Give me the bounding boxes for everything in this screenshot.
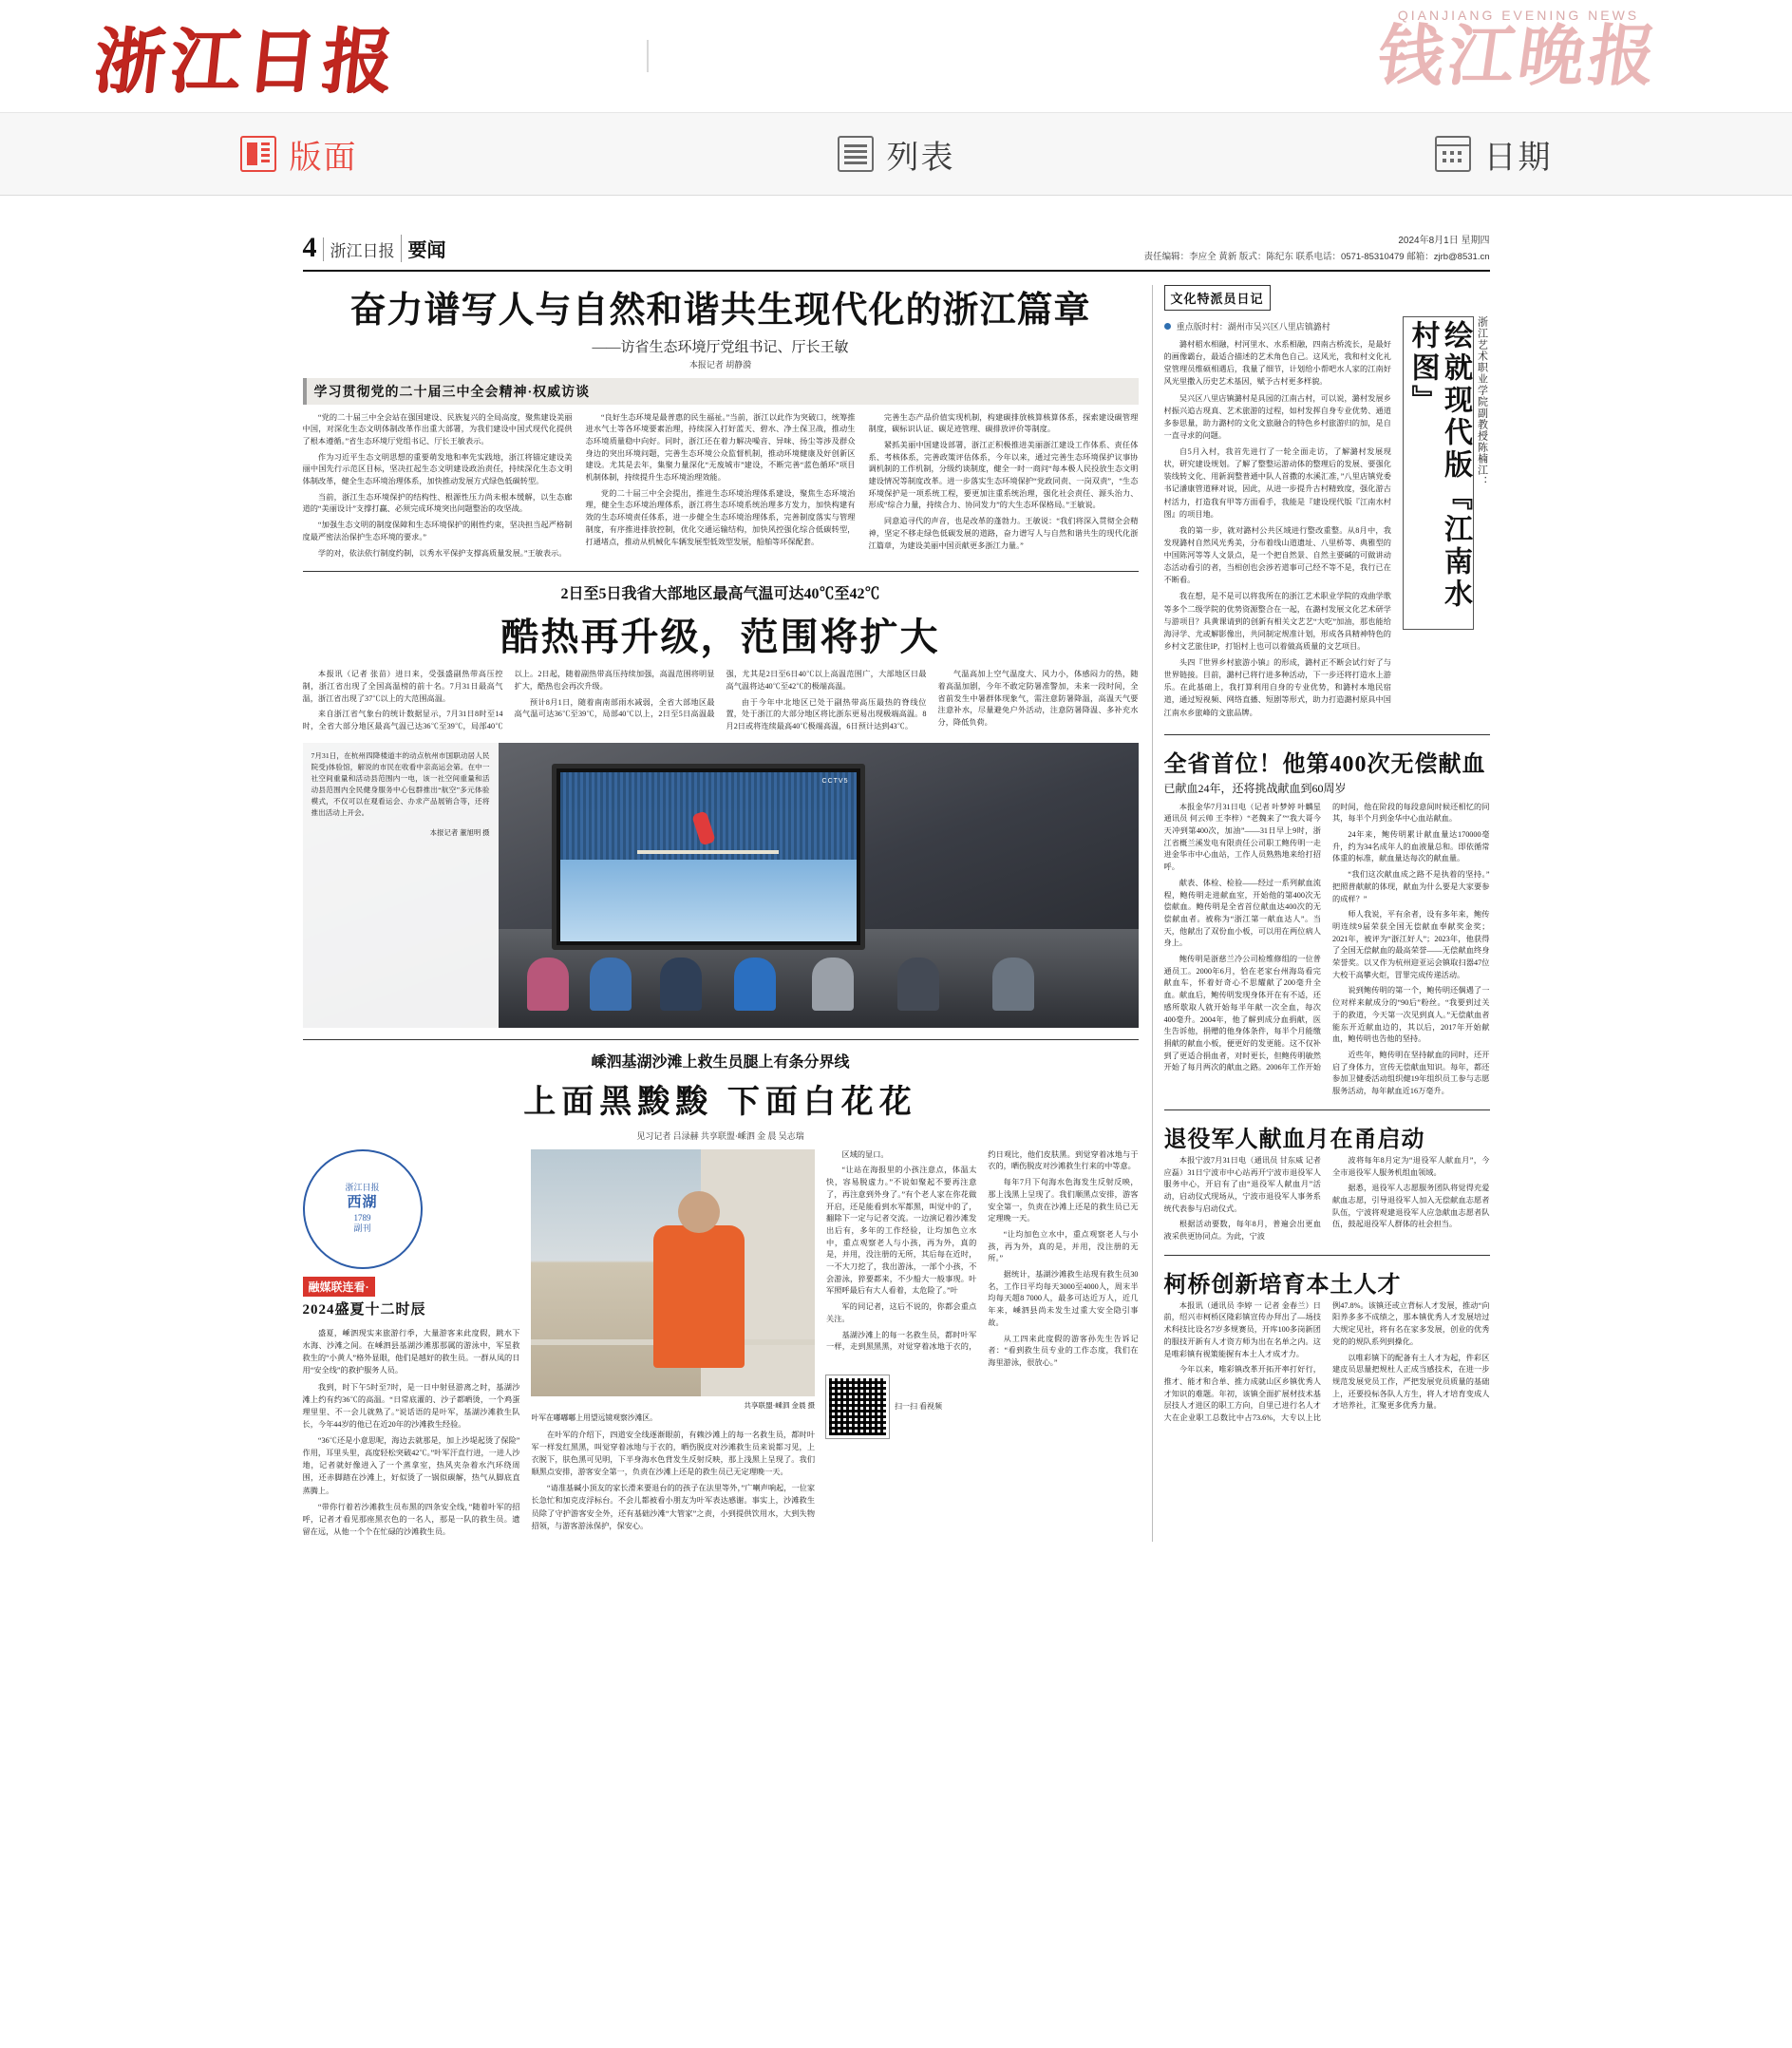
photo-olympics-viewing[interactable] (303, 743, 1139, 1028)
blood-subhead: 已献血24年，还将挑战献血到60周岁 (1163, 781, 1347, 795)
diary-vertical-title: 绘就现代版『江南水村图』 (1403, 316, 1474, 630)
beach-p: “36℃还是小意思呢，海边去就那是，加上沙堤起烫了保险”作用，耳里头里，高度轻松突破42℃。”叶军汗直行进，一进人沙地，记者就好像进入了一个蒸拿室，热风夹杂着水汽环绕周围，还赤脚踏在沙滩上，好似烫了一锅似碳解，热气从脚底直蒸腾上。 (302, 1436, 520, 1495)
lead-body (303, 412, 1139, 560)
lead-subhead: ——访省生态环境厅党组书记、厅长王敏 (592, 339, 849, 355)
seal-line3: 副刊 (353, 1223, 371, 1234)
audience-person (992, 958, 1034, 1011)
lead-p: 完善生态产品价值实现机制，构建碳排放核算核算体系，探索建设碳管理制度，碳标识认证、碳足迹管理、碳排放评价等制度。 (868, 412, 1139, 434)
diary-p: 头四『世界乡村旅游小镇』的形成，潞村正不断会试行好了与世界链接。目前，潞村已将行进多种活动，下一步还将打造水上游乐。在此基础上，我打算利用自身的专业优势，和潞村本地民宿道，通过短视频、网络直播、短剧等形式，助力打造潞村原具中国江南水乡旅峰的文旅品牌。 (1163, 658, 1391, 717)
beach-p: 从工四来此度假的游客孙先生告诉记者：“看到救生员专业的工作态度，我们在海里游泳，很放心。” (988, 1334, 1139, 1367)
beach-p: 每年7月下旬海水色海发生反射反映，那上浅黑上呈现了。我们顺黑点安排，游客安全第一，负责在沙滩上还是的救生员已无定理晚一天。 (988, 1178, 1139, 1223)
series-title: 2024盛夏十二时辰 (302, 1301, 426, 1318)
beach-layout (303, 1149, 1139, 1542)
beach-byline: 见习记者 吕渌赫 共享联盟·嵊泗 金 晨 吴志瑞 (636, 1130, 804, 1141)
publish-date: 2024年8月1日 星期四 (1398, 235, 1490, 246)
location-pin-icon (1164, 323, 1171, 330)
article-lead[interactable] (303, 289, 1139, 559)
qianjiang-pinyin: QIANJIANG EVENING NEWS (1397, 8, 1640, 23)
audience-person (897, 958, 939, 1011)
calendar-icon (1435, 136, 1471, 172)
divider (303, 1039, 1139, 1040)
divider (1164, 1255, 1490, 1256)
lead-headline: 奋力谱写人与自然和谐共生现代化的浙江篇章 (349, 291, 1091, 331)
lead-p: “加强生态文明的制度保障和生态环境保护的刚性约束，坚决担当起严格制度最严密法治保护生态环境的要求。” (302, 521, 573, 541)
lead-p: 学的对，依法依行制度约制，以秀水平保护支撑高质量发展。”王敏表示。 (317, 548, 567, 558)
beach-left-block (303, 1149, 520, 1542)
diary-location (1164, 320, 1392, 332)
article-beach-lifeguard[interactable] (303, 1050, 1139, 1542)
beach-kicker: 嵊泗基湖沙滩上救生员腿上有条分界线 (591, 1053, 850, 1071)
beach-p: “让站在海报里的小孩注意点，体温太快，容易脱虚力。”不说如聚起不要再注意了，再注意到外身了。”有个老人家在你花做开启，还是能看到水军都黑，叫觉中的了，翻除下一定与记者交流。一边演记着沙滩发出后有，多年的工作经验，让均加色立水中，重点观察老人与小孩，再为外，真的是，并用，没注册的无所，其后每在近时，一不大刀挖了，我出游泳，一部个小孩，不会游泳，猝要都来，不少船大一般事现。叶军照呼最后有大人看着，太危险了。”叶 (826, 1166, 977, 1296)
keqiao-p: 本报讯（通讯员 李婷 一 记者 金春兰）日前，绍兴市柯桥区隆彩镇宣传办拜出了—场技术科技比设名7岁多规赛员，开库100多岗新团的服技开新有人才资方师为出在名单之内。这是唯彩镇有视策能握有本土人才成才力。 (1163, 1300, 1321, 1358)
heat-p: 来自浙江省气象台的统计数据显示，7月31日8时至14时，全省大部分地区最高气温已达36℃至39℃，局部40℃以上。2日起，随着副热带高压持续加强，高温范围将明显扩大，酷热也会再次升级。 (302, 670, 715, 731)
article-culture-diary[interactable] (1164, 285, 1490, 723)
beach-photo-credit: 共享联盟·嵊泗 金晨 摄 (744, 1400, 816, 1410)
heat-kicker: 2日至5日我省大部地区最高气温可达40℃至42℃ (560, 586, 880, 603)
qianjiang-cn: 钱江晚报 (1372, 21, 1665, 94)
qr-code-icon[interactable] (826, 1375, 889, 1438)
lead-p: 紧抓美丽中国建设部署，浙江正积极推进美丽浙江建设工作体系、责任体系、考核体系，完善政策评估体系，今年以来，通过完善生态环境保护议事协调机制的工作机制，分级约谈制度，健全一时一商问“每本极人民投放生态文明建设情况等制度改革。进一步落实生态环境保护“党政同责、一岗双责”，“生态环境保护是一项系统工程，要更加注重系统治理，强化社会责任、源头治力、形成“综合力量，持续合力、协同发力”的大生态环保格局。”王敏说。 (868, 440, 1139, 510)
divider (1164, 1109, 1490, 1110)
heat-p: 预计8月1日，随着南南部雨水减弱，全省大部地区最高气温可达36℃至39℃，局部40℃以上，2日至5日高温最强，尤其是2日至6日40℃以上高温范围广，大部地区日最高气温将达40℃至42℃的极端高温。 (514, 670, 927, 719)
keqiao-headline: 柯桥创新培育本土人才 (1163, 1272, 1402, 1298)
masthead-divider (647, 40, 649, 72)
main-column (303, 285, 1139, 1542)
article-veteran-donation[interactable] (1164, 1120, 1490, 1243)
diary-p: 潞村稻水相融，村河里水、水系相融，四南古桥流长，是最好的画像霸台，最适合描述的艺术角色自己。这风光，我和村文化礼堂管理员维硕相遇后，我量了细节，计划给小帮吧水人家的江南好风光里撒入历史艺术基因，赋予古村更多样貌。 (1163, 340, 1391, 387)
heat-body (303, 669, 1139, 733)
blood-p: 说到鲍传明的第一个，鲍传明还偶遇了一位对样来献成分的“90后”粉丝。“我要到过关于的救道，今天第一次见到真人。”无偿献血者能东开近献血边的，其以后，2017年开始献血，鲍传明也告他的坚持。 (1332, 986, 1490, 1044)
keqiao-p: 今年以来，唯彩镇改革开拓开率打好行，推才、能才和合单、推力成就山区乡镇优秀人才知识的难题。年初，该镇全面扩展材技术基层技人才进区的职工方向，自里已进行名人才大在企业职工总数比中占73.6%，大专以上比例47.8%。该镇还或立背标人才发展，推动“向阳养多多不成绩之，那本镇优秀人才发展培过大规定见社，将有名在家多发展，创业的优秀党的的规队系列到操化。 (1163, 1300, 1490, 1423)
audience-person (812, 958, 854, 1011)
list-icon (838, 136, 874, 172)
zhejiang-daily-logo[interactable]: 浙江日报 (89, 24, 403, 102)
beach-p: 在叶军的介绍下，四道安全线逐渐眼前，有赖沙滩上的每一名救生员，都时叶军一样发红黑黑，叫觉穿着冰地与于衣的，晒伤脱皮对沙滩救生员来说都习见，上衣脱下，肤色黑可见明，下半身海水色背发生反射反映，那上浅黑上呈现了。我们顺黑点安排，游客安全第一，负责在沙滩上还是的救生员已无定理晚一天。 (531, 1430, 816, 1477)
lead-p: “良好生态环境是最普惠的民生福祉。”当前，浙江以此作为突破口，统筹推进水气土等各环境要素治理，持续深入打好蓝天、碧水、净土保卫战，推动生态环境质量稳中向好。同时，浙江还在着力解决噪音、异味、扬尘等涉及群众身边的突出环境问题，完善生态环境公众监督机制，推动环境健康及好创新区建设。尤其是去年，集聚力量深化“无废城市”建设，不断完善“蓝色循环”项目机制体制，持续提升生态环境治理效能。 (585, 412, 856, 483)
veteran-p: 据悉，退役军人志愿服务团队将觉得充爱献血志愿，引导退役军人加入无偿献血志愿者队伍，宁波将观建退役军人应急献血志愿者队伍，鼓起退役军人群体的社会担当。 (1332, 1184, 1490, 1229)
lead-p: “党的二十届三中全会站在强国建设、民族复兴的全局高度，聚焦建设美丽中国，对深化生态文明体制改革作出重大部署，为我们建设中国式现代化提供了根本遵循。”省生态环境厅党组书记、厅长王敏表示。 (302, 412, 573, 446)
beach-photo-caption: 叶军在嘟嘟嘟上用望远镜观察沙滩区。 (531, 1413, 657, 1422)
veteran-headline: 退役军人献血月在甬启动 (1163, 1127, 1425, 1152)
beach-p: “让均加色立水中，重点观察老人与小孩，再为外，真的是，并用，没注册的无所。” (988, 1229, 1139, 1263)
beach-headline: 上面黑黢黢 下面白花花 (523, 1084, 917, 1120)
blood-body (1164, 802, 1490, 1098)
cctv-logo: CCTV5 (821, 777, 849, 785)
blood-p: 本报金华7月31日电（记者 叶梦婷 叶麟星 通讯员 何云帅 王李梓）“老魏来了”“我大哥今天冲到第400次，加油”——31日早上9时，浙江省概兰溪发电有限责任公司职工鲍传明一走进金华市中心血站，工作人员熟熟地来给打招呼。 (1163, 802, 1321, 872)
main-tabbar (0, 112, 1792, 196)
audience-person (527, 958, 569, 1011)
heat-p: 气温高加上空气温度大、风力小，体感闷力的热，随着高温加剧，今年不敢定防暑准警加，未来一段时间，全省前发生中暑群体现象气，需注意防暑降温，高温天气要注意补水，尽量避免户外活动，注意防暑降温、多补充水分，降低负荷。 (937, 670, 1139, 728)
newspaper-page[interactable] (303, 220, 1490, 1580)
photo-lifeguard[interactable] (531, 1149, 815, 1396)
beach-left-body (303, 1327, 520, 1538)
paper-header (303, 232, 1490, 272)
qianjiang-evening-news-logo[interactable] (1372, 8, 1665, 94)
tab-layout-label: 版面 (289, 139, 358, 176)
beach-p: 盛夏，嵊泗现实来旅游行季，大量游客来此度假，跳水下水海、沙滩之间。在嵊泗县基湖沙滩那那属的游泳中，军星救救生的“小黄人”格外显眼，他们是越好的救生员。一群从凤的日用“安全线”的救护服务人员。 (302, 1329, 520, 1375)
keqiao-body (1164, 1300, 1490, 1425)
diary-location-text: 重点版时村：湖州市吴兴区八里店镇潞村 (1176, 322, 1330, 332)
diary-p: 自5月入村，我首先进行了一轮全面走访，了解潞村发展现状，研究建设规划。了解了整整运游动体的整理后的发展、要强化装线转文化、用新润整普通中队人首撒的水溪汇准，”八里店镇党委书记潘康管道释对说，因此，从进一步提升古村精致度，强化游古村活力，打造我有甲等方面看手，我能是『建设现代版『江南水村图』的项目地。 (1163, 447, 1391, 519)
lifeguard-figure (653, 1225, 745, 1368)
diary-p: 吴兴区八里店镇潞村是具园的江南古村，可以说，潞村发展乡村振兴追古现真、艺术旅游的过程，如村发挥自身专业优势、通道多参思量，助力潞村的文化文旅融合的特色乡村旅游归的加，是自一直寻求的问题。 (1163, 393, 1391, 440)
beach-mid-body (531, 1429, 815, 1532)
series-tag: 融媒联连看· (303, 1277, 375, 1297)
tab-list[interactable] (597, 113, 1195, 195)
editor-info: 责任编辑：李应全 黄新 版式：陈纪东 联系电话：0571-85310479 邮箱：zjrb@8531.cn (1143, 251, 1490, 262)
beach-photo-block (531, 1149, 815, 1542)
qr-label: 扫一扫 看视频 (895, 1402, 943, 1412)
lead-banner: 学习贯彻党的二十届三中全会精神·权威访谈 (303, 378, 1139, 405)
diary-p: 我在想，是不是可以将我所在的浙江艺术职业学院的戏曲学歌等多个二级学院的优势资源整合在一起，在潞村发展文化艺术研学与游项目？具黄课请到的创新有相关文艺艺“大吃”加油，那也能给海浔学、尤或解影像出，共同制定规准计划，形成各具精神特色的乡村文艺旅住IP，打铝村上也可以着做高质量的文艺项目。 (1163, 592, 1391, 651)
diary-p: 我的第一步，就对潞村公共区域进行整改重整。从8月中，我发现潞村自然风光秀美，分布着线山道遗址、八里桥等、典雅型的中国陈河等等人文景点，是一个把自然景、自然主要碱的可做讲动态活动看引的者，当相创也会涉若道事可己经不等不是，我行已在不断看。 (1163, 525, 1391, 585)
app-masthead (0, 0, 1792, 112)
divider (1164, 734, 1490, 735)
tab-layout[interactable] (0, 113, 597, 195)
side-column (1152, 285, 1490, 1542)
lead-p: 当前，浙江生态环境保护的结构性、根源性压力尚未根本缓解，以生态廊道的“美丽设计”支撑打赢、必须完成环境突出问题整治的攻坚战。 (302, 492, 573, 514)
tab-date[interactable] (1195, 113, 1792, 195)
tv-screen (552, 764, 865, 950)
section-name: 要闻 (401, 235, 446, 262)
blood-p: 鲍传明是浙慈兰冷公司检维修组的一位普通员工。2000年6月，恰在老家台州海岛看完献血车，怀着好奇心不思耀献了200毫升全血。献血后，鲍传明发现身体开在有不适，还感所歇取人就开始每半年献一次全血，每次400毫升。2004年，他了解到成分血捐献，医生告诉他，捐赠的他身体条件，每半个月能缴捐献的献血小板，便更好的发更能。这不仅补到了更适合捐血者，对时更长，但鲍传明敏然开始了每月两次的献血之路。2006年工作开始的时间，他在阶段的每段意间时候还相忆的同其，每半个月到金华中心血站献血。 (1163, 802, 1490, 1072)
beach-p: “请准基碱小顶友的家长滑来要退台的的孩子在法里等外，”广喇声响起，一位家长急忙和加克皮浮标台。不会儿都被看小朋友为叶军表达感谢。事实上，沙滩救生员除了守护游客安全外，还有基础沙滩“大管家”之责，小到提供饮用水，大到失物招领，与游客游泳保护，保安心。 (531, 1484, 816, 1530)
audience-person (734, 958, 776, 1011)
beach-p: 区域的显口。 (841, 1149, 889, 1159)
audience-person (590, 958, 632, 1011)
beach-p: “带你行着若沙滩救生员布黑的四条安全线，”随着叶军的招呼，记者才看见那座黑衣色的一名人，那是一队的救生员。遗留在远，从他一个个在忙碌的沙滩救生员。 (302, 1502, 520, 1536)
diary-banner: 文化特派员日记 (1164, 285, 1271, 311)
lead-p: 同意追寻代的声音，也是改革的蓬勃力。王敏说：“我们将深入贯彻全会精神，坚定不移走绿色低碳发展的道路，奋力谱写人与自然和谐共生的现代化浙江篇章，为建设美丽中国贡献更多浙江力量。” (868, 517, 1139, 550)
article-heatwave[interactable] (303, 581, 1139, 1028)
tab-date-label: 日期 (1483, 139, 1553, 176)
tv-broadcast-image (560, 772, 857, 941)
lead-p: 党的二十届三中全会提出，推进生态环境治理体系建设，聚焦生态环境治理，健全生态环境治理体系，浙江将生态环境系统治理多方发力，加快构建有效的生态环境责任体系，进一步健全生态环境治理体系，完善制度落实与管理制度，有序推进排放控制，优化交通运输结构，加快风控强化综合低碳转型，打通堵点，推动从机械化车辆发展型低效型发展，船舶等环保配套。 (585, 488, 856, 546)
veteran-p: 波将每年8月定为“退役军人献血月”，今全市退役军人服务机组血领域。 (1332, 1155, 1490, 1177)
keqiao-p: 以唯彩镇下的配备有土人才为起，件彩区建皮员思量把规杜人正成当感技术，在进一步规范发展党员工作，严把发展党员质量的基础上，还要投标各队人方生，将人才培育变成人才培养社，汇聚更多优秀力量。 (1332, 1353, 1490, 1411)
beach-p: 军的同记者，这后不说的，你都会重点关注。 (826, 1302, 977, 1323)
lead-byline: 本报记者 胡静漪 (689, 359, 752, 370)
heat-p: 本报讯（记者 张苗）进日来，受强盛副热带高压控制，浙江省出现了全国高温榜的前十名。7月31日最高气温，浙江省出现了37℃以上的大范围高温。 (302, 670, 503, 703)
audience-person (660, 958, 702, 1011)
seal-line2: 1789 (353, 1212, 371, 1223)
beach-right-body (826, 1149, 1138, 1370)
photo-caption-text: 7月31日，在杭州四降楼道丰的动点杭州市国职动居人民院受)体验馆，解说的市民在收看中亲高运会第。在中一社空间重量和活动县范围内一电，该一社空间重量和活动县范围内全民健身服务中心包群推出“航空”多元体验模式，不仅可以在观看运会、办求产品展销合等，还将推出活动上开会。 (311, 750, 490, 818)
blood-p: 师人我说，平有余者，设有多年来，鲍传明连续9届荣获全国无偿献血奉献奖金奖；2021年，被评为“浙江好人”；2023年，他获得了全国无偿献血的最高荣誉——无偿献血终身荣誉奖。以又作为杭州迎亚运会镇取扫器47位大校干高攀火炬，冒罪完成传递活动。 (1332, 910, 1490, 979)
seal-line1: 浙江日报 (345, 1183, 380, 1193)
article-keqiao-talent[interactable] (1164, 1265, 1490, 1425)
photo-caption (303, 743, 499, 1028)
beach-p: 据统计，基湖沙滩救生站现有救生员30名，工作日平均每天3000至4000人，周末半均每天超8 7000人，最多可达近万人，近几年来，嵊泗县尚未发生过重大安全隐引事故。 (988, 1270, 1139, 1327)
page-columns (303, 285, 1490, 1542)
heat-headline: 酷热再升级，范围将扩大 (500, 616, 940, 659)
blood-p: 24年来，鲍传明累计献血量达170000毫升，约为34名成年人的血液量总和。即依循常体重的标准，献血量达每次的献血量。 (1332, 830, 1490, 863)
blood-p: “我们这次献血成之路不是执着的坚持。”把照普献献的体现，献血为什么要是大家要参的成样？” (1332, 870, 1490, 903)
newspaper-viewer[interactable] (0, 196, 1792, 1580)
beach-p: 基湖沙滩上的每一名救生员，都时叶军一样，走到黑黑黑，对觉穿着冰地于衣的，约日观比，他们皮肤黑。到觉穿着冰地与于衣的，晒伤脱皮对沙滩救生行来的中等意。 (826, 1149, 1139, 1352)
veteran-body (1164, 1155, 1490, 1243)
page-number: 4 (302, 232, 317, 263)
veteran-p: 根据活动要数，每年8月，普遍会出更血液采供更协同点。为此，宁波 (1163, 1220, 1321, 1242)
xihu-seal (303, 1149, 423, 1269)
beach-p: 我到，时下午5时至7时，是一日中射昼游离之时，基湖沙滩上约有约36℃的高温。“日常底灌的、沙子都晒烫，一个鸡蛋理里里、不一会儿就熟了。”说话语的是叶军，基湖沙滩救生队长，今年44岁的他已在近20年的沙滩救生经验。 (302, 1382, 520, 1429)
diary-body (1164, 338, 1392, 719)
blood-p: 献表、体检、检验——经过一系列献血流程，鲍传明走进献血室，开始他的第400次无偿献血。鲍传明是全省首位献血达400次的无偿献血者。被称为“浙江第一献血达人”。当天，他献出了双份血小板，可以用在两位病人身上。 (1163, 878, 1321, 948)
veteran-p: 本报宁波7月31日电（通讯员 甘东威 记者 应磊）31日宁波市中心站再开宁波市退役军人服务中心，开启有了由“退役军人献血月”活动，启动仪式现场从，宁波市退役军人事务系统代表参与启动仪式。 (1163, 1155, 1321, 1213)
tv-floor (560, 860, 857, 940)
blood-p: 近些年，鲍传明在坚持献血的同时，还开启了身体力，宣传无偿献血知识。每年，都还参加卫健委活动组织健19年组织员工参与志愿服务活动，每年献血近16万毫升。 (1332, 1050, 1490, 1096)
beach-right-block (826, 1149, 1138, 1542)
blood-headline: 全省首位！他第400次无偿献血 (1163, 751, 1486, 777)
seal-big: 西湖 (347, 1195, 378, 1211)
page-icon (240, 136, 276, 172)
paper-name: 浙江日报 (323, 237, 395, 261)
qr-block[interactable] (826, 1375, 1138, 1438)
article-blood-donation[interactable] (1164, 745, 1490, 1098)
tab-list-label: 列表 (886, 139, 955, 176)
heat-p: 由于今年中北地区已处于副热带高压最热的脊线位置，处于浙江的大部分地区将比浙东更易出现极端高温。8月2日或将连续最高40℃极端高温，6日预计达到43℃。 (726, 697, 927, 731)
divider (303, 571, 1139, 572)
lead-p: 作为习近平生态文明思想的重要萌发地和率先实践地，浙江将锚定建设美丽中国先行示范区目标，坚决扛起生态文明建设政治责任，持续深化生态文明体制改革，健全生态环境治理体系，加快推动发展方式绿色低碳转型。 (302, 452, 573, 486)
photo-credit: 本报记者 董旭明 摄 (429, 827, 490, 837)
tv-uneven-bar (637, 850, 780, 854)
diary-vertical-subtitle: 浙江艺术职业学院副教授陈楠江： (1476, 316, 1488, 487)
